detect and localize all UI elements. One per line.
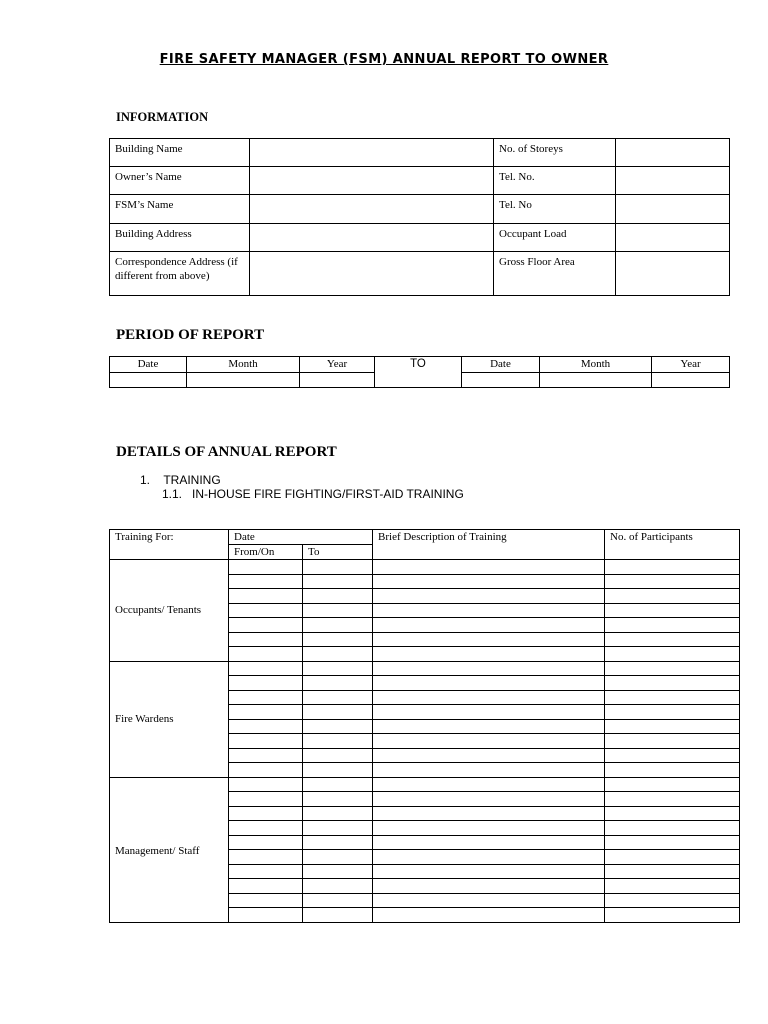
training-participants-field[interactable]: [605, 661, 740, 676]
training-participants-field[interactable]: [605, 763, 740, 778]
training-to-field[interactable]: [303, 777, 373, 792]
training-row: [110, 777, 740, 792]
no-of-storeys-field[interactable]: [616, 139, 730, 167]
info-label-cell: [110, 167, 250, 195]
info-label-cell: [110, 195, 250, 224]
training-description-field[interactable]: [373, 893, 605, 908]
period-header-cell: [300, 357, 375, 373]
training-description-header: Brief Description of Training: [378, 531, 507, 543]
building-address-field[interactable]: [250, 224, 494, 252]
info-label-cell: [494, 139, 616, 167]
training-group-cell: [110, 661, 229, 777]
training-from-on-field[interactable]: [229, 647, 303, 662]
training-for-header: Training For:: [115, 531, 174, 543]
training-from-on-field[interactable]: [229, 763, 303, 778]
training-to-field[interactable]: [303, 806, 373, 821]
training-from-on-field[interactable]: [229, 893, 303, 908]
training-description-field[interactable]: [373, 574, 605, 589]
info-label-owners-name: Owner’s Name: [115, 171, 182, 183]
period-header-cell: [187, 357, 300, 373]
period-from-date-label: Date: [137, 358, 159, 370]
training-to-field[interactable]: [303, 835, 373, 850]
period-header-cell: [540, 357, 652, 373]
training-description-field[interactable]: [373, 777, 605, 792]
training-description-field[interactable]: [373, 560, 605, 575]
training-description-field[interactable]: [373, 618, 605, 633]
info-label-cell: [494, 252, 616, 296]
training-from-on-field[interactable]: [229, 850, 303, 865]
period-to-year-label: Year: [680, 358, 701, 370]
training-group-label: Occupants/ Tenants: [115, 604, 202, 617]
inhouse-training-subitem: 1.1. IN-HOUSE FIRE FIGHTING/FIRST-AID TRAINING: [162, 487, 464, 501]
info-row-building-address: [110, 224, 730, 252]
training-participants-field[interactable]: [605, 647, 740, 662]
owner-tel-no-field[interactable]: [616, 167, 730, 195]
training-to-field[interactable]: [303, 603, 373, 618]
period-to-month-label: Month: [580, 358, 611, 370]
info-label-cell: [110, 139, 250, 167]
training-from-on-field[interactable]: [229, 589, 303, 604]
info-label-gross-floor-area: Gross Floor Area: [499, 256, 575, 268]
training-header-cell: [303, 545, 373, 560]
training-to-field[interactable]: [303, 821, 373, 836]
training-to-field[interactable]: [303, 734, 373, 749]
period-to-date-field[interactable]: [462, 373, 540, 388]
info-row-fsm-name: [110, 195, 730, 224]
training-header-cell: [373, 530, 605, 560]
training-from-on-field[interactable]: [229, 792, 303, 807]
training-from-on-field[interactable]: [229, 748, 303, 763]
training-description-field[interactable]: [373, 705, 605, 720]
training-item: 1. TRAINING: [140, 473, 221, 487]
training-from-on-field[interactable]: [229, 661, 303, 676]
info-row-building-name: [110, 139, 730, 167]
training-participants-field[interactable]: [605, 879, 740, 894]
info-label-no-of-storeys: No. of Storeys: [499, 143, 563, 155]
info-label-occupant-load: Occupant Load: [499, 228, 567, 240]
training-participants-field[interactable]: [605, 690, 740, 705]
training-table: [109, 529, 740, 923]
period-header-row: [110, 357, 730, 373]
info-label-cell: [110, 224, 250, 252]
training-from-on-field[interactable]: [229, 734, 303, 749]
training-header-cell: [229, 530, 373, 545]
training-to-field[interactable]: [303, 661, 373, 676]
period-from-year-field[interactable]: [300, 373, 375, 388]
training-to-field[interactable]: [303, 560, 373, 575]
training-participants-field[interactable]: [605, 864, 740, 879]
training-participants-field[interactable]: [605, 748, 740, 763]
training-description-field[interactable]: [373, 864, 605, 879]
period-to-cell: [375, 357, 462, 388]
training-description-field[interactable]: [373, 734, 605, 749]
info-label-building-address: Building Address: [115, 228, 192, 240]
info-label-building-name: Building Name: [115, 143, 183, 155]
training-description-field[interactable]: [373, 647, 605, 662]
training-group-cell: [110, 777, 229, 922]
training-to-field[interactable]: [303, 618, 373, 633]
info-label-cell: [110, 252, 250, 296]
period-to-date-label: Date: [490, 358, 511, 370]
training-from-on-field[interactable]: [229, 821, 303, 836]
information-heading: INFORMATION: [116, 110, 209, 124]
training-from-on-field[interactable]: [229, 676, 303, 691]
training-description-field[interactable]: [373, 879, 605, 894]
occupant-load-field[interactable]: [616, 224, 730, 252]
training-from-on-field[interactable]: [229, 879, 303, 894]
training-description-field[interactable]: [373, 661, 605, 676]
training-participants-field[interactable]: [605, 850, 740, 865]
training-participants-field[interactable]: [605, 618, 740, 633]
training-to-field[interactable]: [303, 647, 373, 662]
info-label-fsm-name: FSM’s Name: [115, 199, 174, 211]
info-label-cell: [494, 195, 616, 224]
training-from-on-field[interactable]: [229, 806, 303, 821]
training-description-field[interactable]: [373, 690, 605, 705]
training-group-label: Management/ Staff: [115, 844, 200, 857]
training-description-field[interactable]: [373, 719, 605, 734]
training-from-on-field[interactable]: [229, 864, 303, 879]
training-from-on-field[interactable]: [229, 835, 303, 850]
training-header-cell: [605, 530, 740, 560]
training-to-field[interactable]: [303, 879, 373, 894]
training-from-on-field[interactable]: [229, 632, 303, 647]
correspondence-address-field[interactable]: [250, 252, 494, 296]
training-participants-field[interactable]: [605, 734, 740, 749]
training-participants-field[interactable]: [605, 603, 740, 618]
training-description-field[interactable]: [373, 792, 605, 807]
training-group-cell: [110, 560, 229, 662]
info-row-correspondence-address: [110, 252, 730, 296]
fsm-name-field[interactable]: [250, 195, 494, 224]
owners-name-field[interactable]: [250, 167, 494, 195]
period-from-month-label: Month: [228, 358, 258, 370]
period-to-label: TO: [410, 358, 426, 370]
training-participants-field[interactable]: [605, 835, 740, 850]
period-from-year-label: Year: [326, 358, 348, 370]
training-from-on-field[interactable]: [229, 719, 303, 734]
information-table: [109, 138, 730, 296]
period-from-month-field[interactable]: [187, 373, 300, 388]
info-label-cell: [494, 167, 616, 195]
training-description-field[interactable]: [373, 806, 605, 821]
training-to-field[interactable]: [303, 893, 373, 908]
training-date-header: Date: [234, 531, 255, 543]
training-from-on-field[interactable]: [229, 690, 303, 705]
training-to-field[interactable]: [303, 589, 373, 604]
training-to-field[interactable]: [303, 690, 373, 705]
training-description-field[interactable]: [373, 835, 605, 850]
training-participants-field[interactable]: [605, 632, 740, 647]
training-to-header: To: [308, 546, 320, 558]
training-to-field[interactable]: [303, 719, 373, 734]
training-from-on-field[interactable]: [229, 777, 303, 792]
training-participants-field[interactable]: [605, 719, 740, 734]
training-description-field[interactable]: [373, 850, 605, 865]
training-participants-field[interactable]: [605, 676, 740, 691]
period-to-month-field[interactable]: [540, 373, 652, 388]
info-row-owners-name: [110, 167, 730, 195]
period-of-report-heading: PERIOD OF REPORT: [116, 327, 265, 343]
training-from-on-field[interactable]: [229, 560, 303, 575]
training-to-field[interactable]: [303, 850, 373, 865]
training-from-on-field[interactable]: [229, 618, 303, 633]
training-participants-header: No. of Participants: [610, 531, 693, 543]
training-participants-field[interactable]: [605, 893, 740, 908]
training-to-field[interactable]: [303, 864, 373, 879]
training-description-field[interactable]: [373, 676, 605, 691]
period-header-cell: [110, 357, 187, 373]
training-description-field[interactable]: [373, 821, 605, 836]
period-of-report-table: [109, 356, 730, 388]
training-from-on-field[interactable]: [229, 705, 303, 720]
training-from-on-field[interactable]: [229, 908, 303, 923]
training-participants-field[interactable]: [605, 777, 740, 792]
training-header-row: [110, 530, 740, 545]
training-participants-field[interactable]: [605, 705, 740, 720]
info-label-correspondence-address: Correspondence Address (if different from above): [115, 256, 238, 282]
training-to-field[interactable]: [303, 632, 373, 647]
training-participants-field[interactable]: [605, 792, 740, 807]
training-from-on-header: From/On: [234, 546, 275, 558]
training-participants-field[interactable]: [605, 806, 740, 821]
details-heading: DETAILS OF ANNUAL REPORT: [116, 444, 337, 460]
info-label-owner-tel-no: Tel. No.: [499, 171, 535, 183]
training-participants-field[interactable]: [605, 821, 740, 836]
training-participants-field[interactable]: [605, 574, 740, 589]
training-header-cell: [229, 545, 303, 560]
training-to-field[interactable]: [303, 705, 373, 720]
training-to-field[interactable]: [303, 574, 373, 589]
info-label-fsm-tel-no: Tel. No: [499, 199, 532, 211]
training-description-field[interactable]: [373, 908, 605, 923]
training-description-field[interactable]: [373, 763, 605, 778]
training-participants-field[interactable]: [605, 908, 740, 923]
training-description-field[interactable]: [373, 632, 605, 647]
training-header-cell: [110, 530, 229, 560]
training-description-field[interactable]: [373, 589, 605, 604]
training-to-field[interactable]: [303, 748, 373, 763]
training-group-label: Fire Wardens: [115, 713, 174, 725]
training-to-field[interactable]: [303, 676, 373, 691]
training-description-field[interactable]: [373, 748, 605, 763]
training-description-field[interactable]: [373, 603, 605, 618]
fsm-tel-no-field[interactable]: [616, 195, 730, 224]
training-row: [110, 560, 740, 575]
training-participants-field[interactable]: [605, 560, 740, 575]
building-name-field[interactable]: [250, 139, 494, 167]
period-header-cell: [462, 357, 540, 373]
training-to-field[interactable]: [303, 908, 373, 923]
training-to-field[interactable]: [303, 763, 373, 778]
period-header-cell: [652, 357, 730, 373]
info-label-cell: [494, 224, 616, 252]
training-from-on-field[interactable]: [229, 603, 303, 618]
document-title: FIRE SAFETY MANAGER (FSM) ANNUAL REPORT TO OWNER: [159, 52, 609, 67]
training-row: [110, 661, 740, 676]
training-participants-field[interactable]: [605, 589, 740, 604]
period-to-year-field[interactable]: [652, 373, 730, 388]
gross-floor-area-field[interactable]: [616, 252, 730, 296]
training-from-on-field[interactable]: [229, 574, 303, 589]
period-from-date-field[interactable]: [110, 373, 187, 388]
training-to-field[interactable]: [303, 792, 373, 807]
